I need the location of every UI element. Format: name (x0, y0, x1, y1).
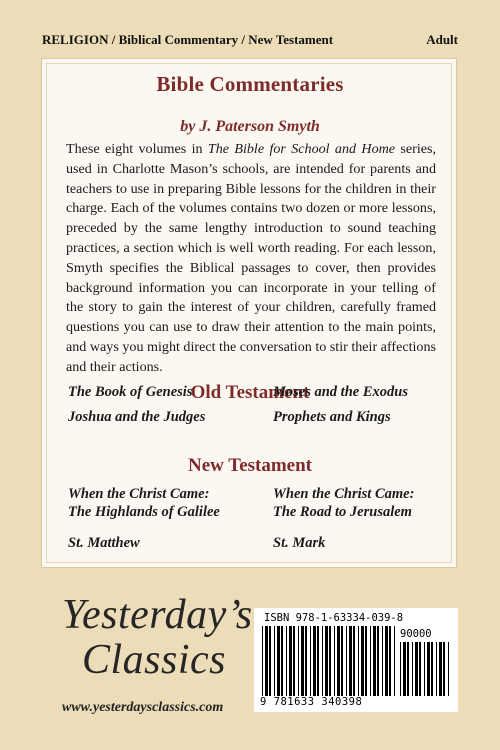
nt-book-1-line1: When the Christ Came: (68, 486, 210, 502)
old-testament-heading: Old Testament (190, 382, 310, 403)
publisher-logo-line2: Classics (82, 637, 227, 683)
publisher-url: www.yesterdaysclassics.com (62, 700, 224, 715)
isbn-text: ISBN 978-1-63334-039-8 (264, 612, 404, 624)
publisher-logo-line1: Yesterday’s (62, 592, 253, 638)
ot-book-4: Prophets and Kings (273, 409, 391, 425)
category-label: RELIGION / Biblical Commentary / New Testament (42, 32, 334, 47)
barcode-box (254, 608, 458, 712)
nt-book-1-line2: The Highlands of Galilee (68, 504, 220, 520)
ot-book-2: Moses and the Exodus (273, 384, 408, 400)
price-code-text: 90000 (400, 628, 432, 640)
book-title: Bible Commentaries (156, 72, 344, 96)
audience-label: Adult (426, 32, 458, 47)
ot-book-3: Joshua and the Judges (68, 409, 206, 425)
nt-book-3: St. Matthew (68, 535, 140, 551)
new-testament-heading: New Testament (187, 455, 313, 476)
description-text (66, 140, 436, 378)
ot-book-1: The Book of Genesis (68, 384, 193, 400)
barcode-number: 9 781633 340398 (260, 696, 363, 708)
description-part1: These eight volumes in (66, 141, 208, 157)
nt-book-2-line2: The Road to Jerusalem (273, 504, 412, 520)
description-part2: series, used in Charlotte Mason’s schools, are intended for parents and teachers to use in preparing Bible lessons for the children in their charge. Each of the volumes contains two dozen or more lessons, preceded by the same lengthy introduction to sound teaching practices, a section which is well worth reading. For each lesson, Smyth specifies the Biblical passages to cover, then provides background information you can incorporate in your telling of the story to gain the interest of your children, carefully framed questions you can use to draw their attention to the main points, and ways you might direct the conversation to stir their affections and their actions. (66, 141, 436, 375)
price-barcode (400, 642, 452, 696)
series-title: The Bible for School and Home (207, 141, 396, 157)
nt-book-2-line1: When the Christ Came: (273, 486, 415, 502)
ean-barcode (262, 626, 396, 696)
nt-book-4: St. Mark (273, 535, 326, 551)
author-line: by J. Paterson Smyth (180, 118, 320, 135)
